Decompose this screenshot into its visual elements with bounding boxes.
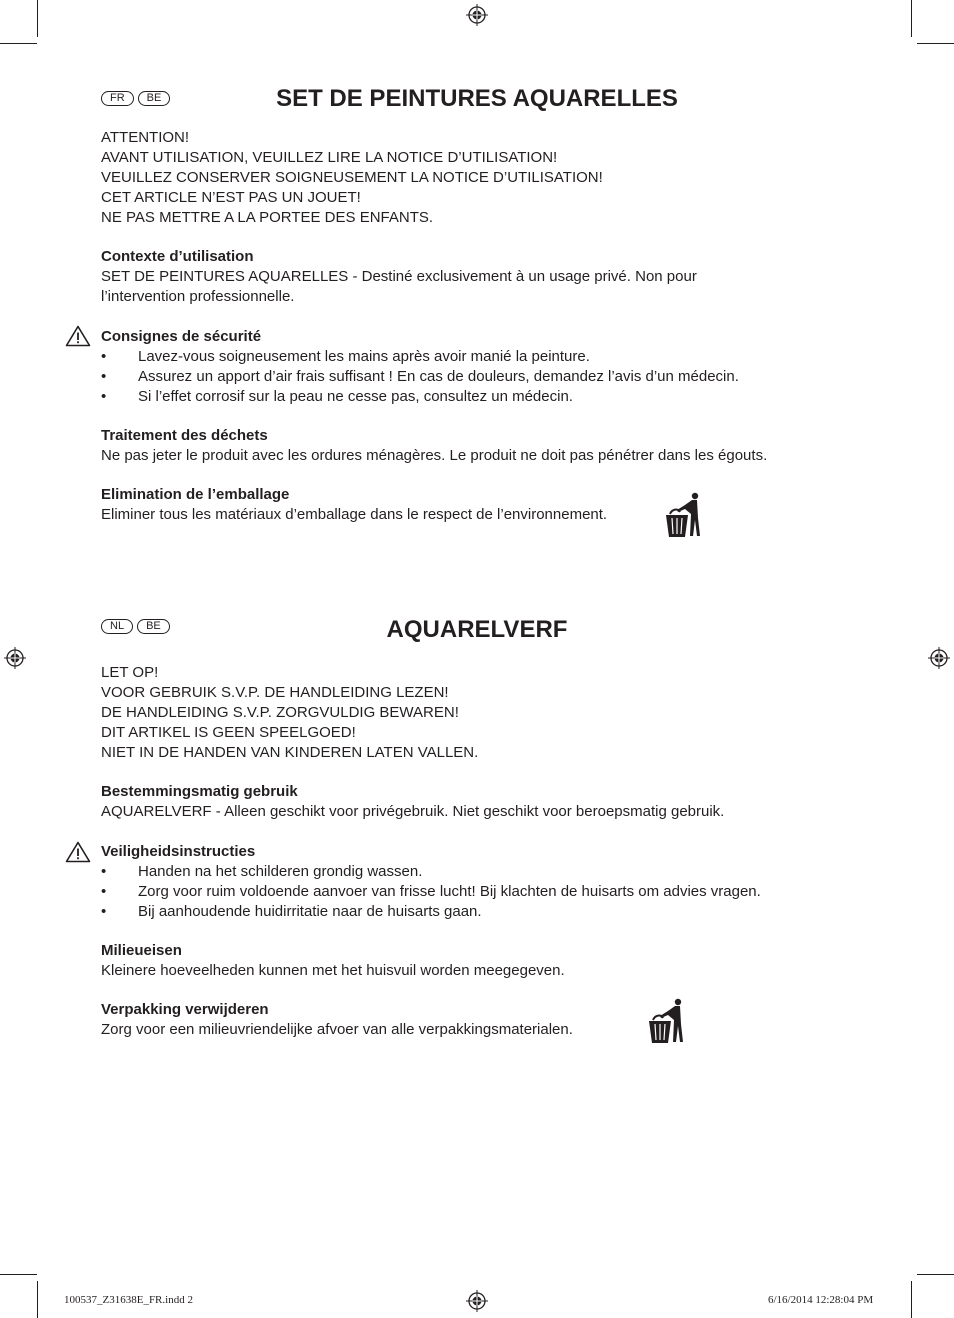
list-item: • Bij aanhoudende huidirritatie naar de huisarts gaan. — [101, 903, 482, 920]
list-item: • Lavez-vous soigneusement les mains après avoir manié la peinture. — [101, 348, 590, 365]
list-item: • Zorg voor ruim voldoende aanvoer van frisse lucht! Bij klachten de huisarts om advies vragen. — [101, 883, 761, 900]
crop-mark — [37, 1281, 38, 1318]
warning-line: AVANT UTILISATION, VEUILLEZ LIRE LA NOTICE D’UTILISATION! — [101, 149, 558, 166]
warning-line: DE HANDLEIDING S.V.P. ZORGVULDIG BEWAREN! — [101, 704, 459, 721]
list-item: • Si l’effet corrosif sur la peau ne cesse pas, consultez un médecin. — [101, 388, 573, 405]
crop-mark — [917, 43, 954, 44]
crop-mark — [0, 1274, 37, 1275]
context-line: AQUARELVERF - Alleen geschikt voor privégebruik. Niet geschikt voor beroepsmatig gebruik. — [101, 803, 725, 820]
crop-mark — [911, 1281, 912, 1318]
section-heading: Traitement des déchets — [101, 427, 268, 444]
section-heading: Bestemmingsmatig gebruik — [101, 783, 298, 800]
section-heading: Milieueisen — [101, 942, 182, 959]
safety-block-nl — [101, 842, 861, 922]
warning-line: ATTENTION! — [101, 129, 190, 146]
section-heading: Elimination de l’emballage — [101, 486, 290, 503]
context-line: l’intervention professionnelle. — [101, 288, 295, 305]
registration-mark-icon — [4, 647, 26, 669]
warning-line: LET OP! — [101, 664, 159, 681]
waste-block-nl — [101, 941, 861, 981]
warning-block-fr — [101, 128, 861, 228]
warning-line: NIET IN DE HANDEN VAN KINDEREN LATEN VALLEN. — [101, 744, 479, 761]
section-title-fr: SET DE PEINTURES AQUARELLES — [276, 85, 678, 112]
warning-line: NE PAS METTRE A LA PORTEE DES ENFANTS. — [101, 209, 434, 226]
body-text: Eliminer tous les matériaux d’emballage dans le respect de l’environnement. — [101, 506, 608, 523]
trash-bin-icon — [647, 998, 685, 1044]
crop-mark — [37, 0, 38, 37]
packaging-block-fr — [101, 485, 861, 525]
warning-block-nl — [101, 663, 861, 763]
body-text: Kleinere hoeveelheden kunnen met het huisvuil worden meegegeven. — [101, 962, 565, 979]
list-item: • Assurez un apport d’air frais suffisant ! En cas de douleurs, demandez l’avis d’un médecin. — [101, 368, 739, 385]
trash-bin-icon — [664, 492, 702, 538]
list-item: • Handen na het schilderen grondig wassen. — [101, 863, 423, 880]
warning-line: VEUILLEZ CONSERVER SOIGNEUSEMENT LA NOTICE D’UTILISATION! — [101, 169, 603, 186]
warning-line: DIT ARTIKEL IS GEEN SPEELGOED! — [101, 724, 356, 741]
country-badge-be: BE — [138, 91, 171, 106]
registration-mark-icon — [928, 647, 950, 669]
country-badge-nl: NL — [101, 619, 133, 634]
footer-timestamp: 6/16/2014 12:28:04 PM — [768, 1294, 874, 1306]
section-heading: Veiligheidsinstructies — [101, 843, 256, 860]
context-line: SET DE PEINTURES AQUARELLES - Destiné exclusivement à un usage privé. Non pour — [101, 268, 697, 285]
footer-filename: 100537_Z31638E_FR.indd 2 — [64, 1294, 193, 1306]
country-badge-be: BE — [137, 619, 170, 634]
warning-triangle-icon — [65, 841, 91, 863]
crop-mark — [0, 43, 37, 44]
section-heading: Verpakking verwijderen — [101, 1001, 269, 1018]
context-block-nl — [101, 782, 861, 822]
section-title-nl: AQUARELVERF — [386, 616, 568, 643]
body-text: Zorg voor een milieuvriendelijke afvoer van alle verpakkingsmaterialen. — [101, 1021, 573, 1038]
section-heading: Consignes de sécurité — [101, 328, 262, 345]
crop-mark — [917, 1274, 954, 1275]
warning-line: CET ARTICLE N’EST PAS UN JOUET! — [101, 189, 361, 206]
registration-mark-icon — [466, 4, 488, 26]
country-badge-fr: FR — [101, 91, 134, 106]
body-text: Ne pas jeter le produit avec les ordures ménagères. Le produit ne doit pas pénétrer dans les égouts. — [101, 447, 768, 464]
safety-block-fr — [101, 327, 861, 407]
warning-triangle-icon — [65, 325, 91, 347]
registration-mark-icon — [466, 1290, 488, 1312]
waste-block-fr — [101, 426, 861, 466]
packaging-block-nl — [101, 1000, 861, 1040]
context-block-fr — [101, 247, 861, 307]
warning-line: VOOR GEBRUIK S.V.P. DE HANDLEIDING LEZEN! — [101, 684, 449, 701]
section-heading: Contexte d’utilisation — [101, 248, 254, 265]
crop-mark — [911, 0, 912, 37]
